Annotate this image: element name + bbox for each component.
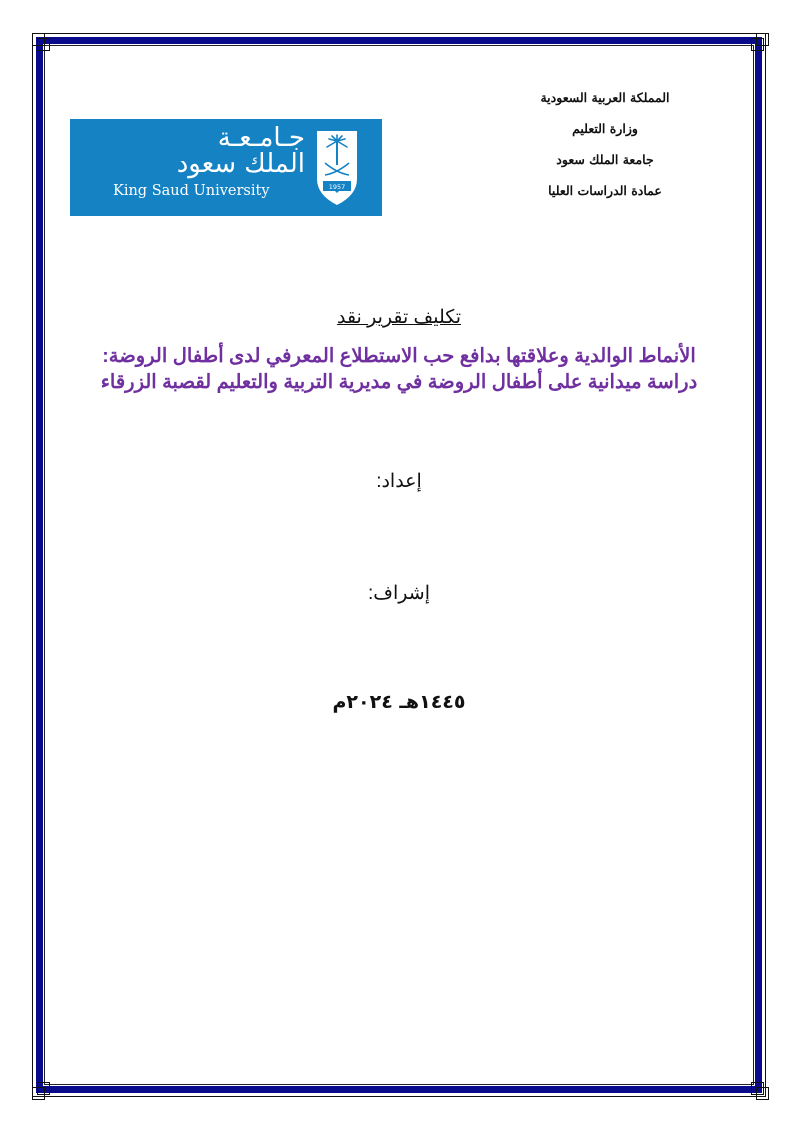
university-shield-icon [315,127,359,207]
title-line-1: الأنماط الوالدية وعلاقتها بدافع حب الاستطلاع المعرفي لدى أطفال الروضة: [102,345,696,367]
institution-line-ministry: وزارة التعليم [572,121,638,136]
institution-header [505,86,705,210]
document-title [44,343,754,395]
title-line-2: دراسة ميدانية على أطفال الروضة في مديرية التربية والتعليم لقصبة الزرقاء [100,371,698,393]
logo-english-name: King Saud University [113,183,270,199]
document-date: ١٤٤٥هـ ٢٠٢٤م [332,691,466,713]
institution-line-deanship: عمادة الدراسات العليا [548,183,662,198]
supervision-label: إشراف: [368,583,430,604]
university-logo [70,119,382,216]
border-corner-ornament [37,1082,50,1095]
border-corner-ornament [751,1082,764,1095]
logo-arabic-line2: الملك سعود [176,149,305,179]
institution-line-university: جامعة الملك سعود [556,152,654,167]
logo-arabic-line1: جـامـعـة [217,123,305,153]
prepared-by-label: إعداد: [376,471,422,492]
assignment-label-text: تكليف تقرير نقد [336,307,462,328]
border-corner-ornament [751,38,764,51]
emblem-year: 1957 [328,183,346,191]
assignment-label [44,306,754,330]
border-corner-ornament [37,38,50,51]
institution-line-kingdom: المملكة العربية السعودية [540,90,670,105]
